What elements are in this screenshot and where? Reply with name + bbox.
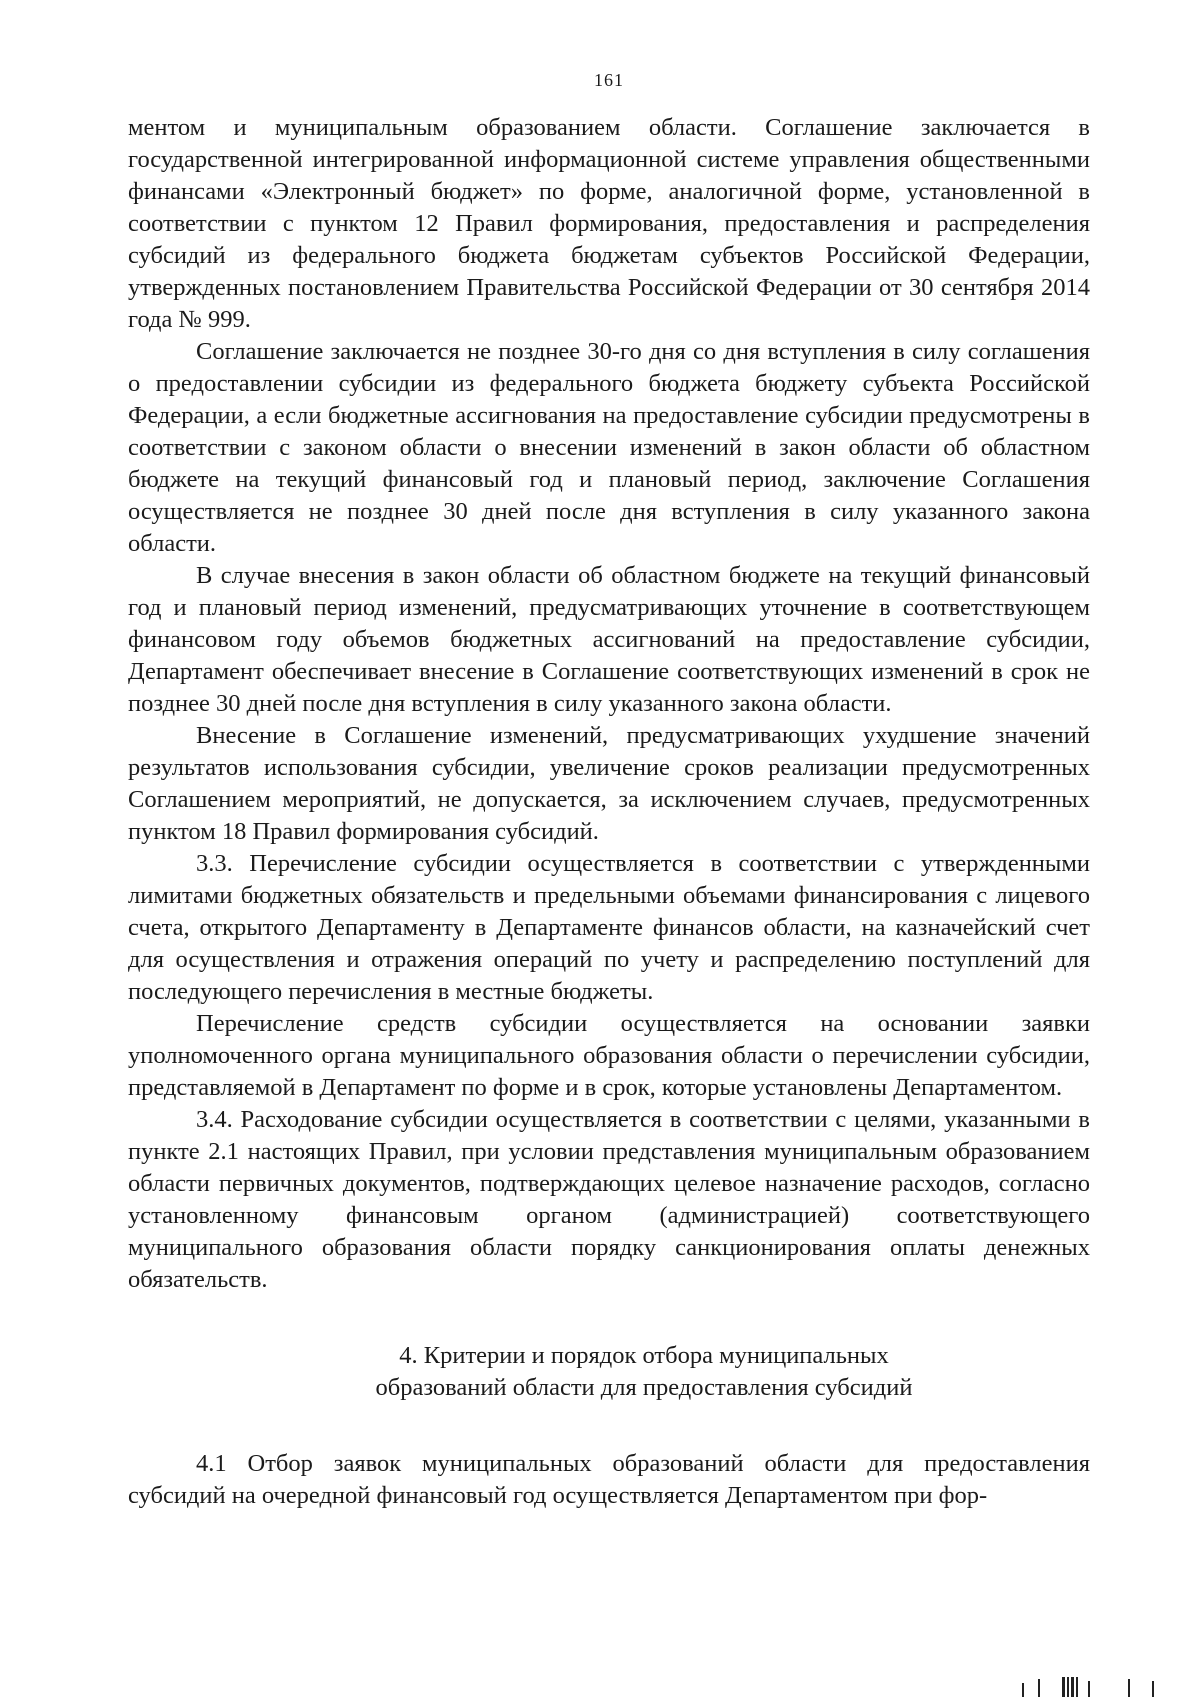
barcode-mark xyxy=(1022,1675,1172,1697)
section-heading-line-2: образований области для предоставления субсидий xyxy=(375,1374,913,1401)
section-heading-line-1: 4. Критерии и порядок отбора муниципальных xyxy=(399,1342,889,1369)
paragraph-agreement-amendments: Внесение в Соглашение изменений, предусматривающих ухудшение значений результатов использования субсидии, увеличение сроков реализации предусмотренных Соглашением мероприятий, не допускается, за исключением случаев, предусмотренных пунктом 18 Правил формирования субсидий. xyxy=(128,722,1090,845)
paragraph-budget-changes: В случае внесения в закон области об областном бюджете на текущий финансовый год и плановый период изменений, предусматривающих уточнение в соответствующем финансовом году объемов бюджетных ассигнований на предоставление субсидии, Департамент обеспечивает внесение в Соглашение соответствующих изменений в срок не позднее 30 дней после дня вступления в силу указанного закона области. xyxy=(128,562,1090,717)
paragraph-3-3: 3.3. Перечисление субсидии осуществляется в соответствии с утвержденными лимитами бюджетных обязательств и предельными объемами финансирования с лицевого счета, открытого Департаменту в Департаменте финансов области, на казначейский счет для осуществления и отражения операций по учету и распределению поступлений для последующего перечисления в местные бюджеты. xyxy=(128,850,1090,1005)
paragraph-agreement-deadline: Соглашение заключается не позднее 30-го дня со дня вступления в силу соглашения о предоставлении субсидии из федерального бюджета бюджету субъекта Российской Федерации, а если бюджетные ассигнования на предоставление субсидии предусмотрены в соответствии с законом области о внесении изменений в закон области об областном бюджете на текущий финансовый год и плановый период, заключение Соглашения осуществляется не позднее 30 дней после дня вступления в силу указанного закона области. xyxy=(128,338,1090,557)
paragraph-transfer-request: Перечисление средств субсидии осуществляется на основании заявки уполномоченного органа муниципального образования области о перечислении субсидии, представляемой в Департамент по форме и в срок, которые установлены Департаментом. xyxy=(128,1010,1090,1101)
document-body xyxy=(128,112,1090,1512)
section-heading xyxy=(128,1340,1090,1404)
paragraph-4-1: 4.1 Отбор заявок муниципальных образований области для предоставления субсидий на очередной финансовый год осуществляется Департаментом при фор- xyxy=(128,1450,1090,1509)
paragraph-3-4: 3.4. Расходование субсидии осуществляется в соответствии с целями, указанными в пункте 2.1 настоящих Правил, при условии представления муниципальным образованием области первичных документов, подтверждающих целевое назначение расходов, согласно установленному финансовым органом (администрацией) соответствующего муниципального образования области порядку санкционирования оплаты денежных обязательств. xyxy=(128,1106,1090,1293)
paragraph-continuation: ментом и муниципальным образованием области. Соглашение заключается в государственной интегрированной информационной системе управления общественными финансами «Электронный бюджет» по форме, аналогичной форме, установленной в соответствии с пунктом 12 Правил формирования, предоставления и распределения субсидий из федерального бюджета бюджетам субъектов Российской Федерации, утвержденных постановлением Правительства Российской Федерации от 30 сентября 2014 года № 999. xyxy=(128,114,1090,333)
page-number: 161 xyxy=(594,70,624,90)
